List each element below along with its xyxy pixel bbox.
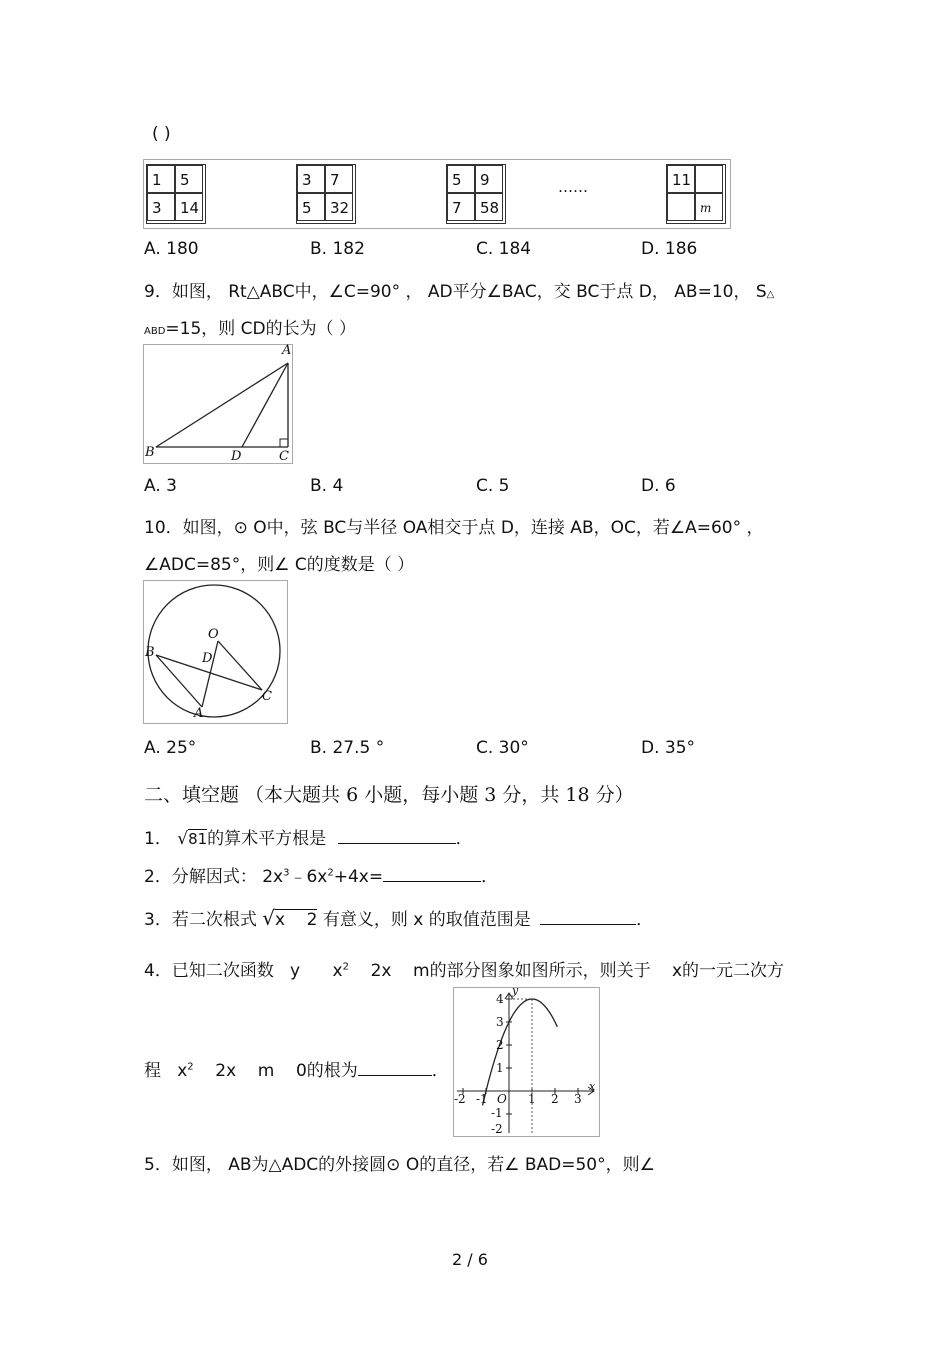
fill-q4-c: 程 x <box>144 1061 188 1081</box>
fill-q2: 2．分解因式： $2x^3﹣6x^2+4x=$ ． <box>144 867 499 887</box>
fill-q1-radicand: 81 <box>188 830 208 848</box>
fill-q1-answer[interactable] <box>338 827 456 844</box>
q8-option-b[interactable]: B. 182 <box>310 239 365 259</box>
q9-line1-text: 9．如图， Rt△ABC中，∠C=90° ， AD平分∠BAC，交 BC于点 D， AB=10， S <box>144 282 767 302</box>
label-d: D <box>202 651 213 666</box>
q9-line2 <box>144 314 356 339</box>
grid-2-tl: 3 <box>297 165 325 193</box>
grid-1-tl: 1 <box>147 165 175 193</box>
ellipsis-dots: …… <box>558 178 588 196</box>
fill-q4-exp: 2 <box>342 961 349 973</box>
fill-q2-exp2: 2 <box>327 867 334 879</box>
fill-q1-num: 1． <box>144 829 172 849</box>
fill-q4-b: 2x m的部分图象如图所示，则关于 <box>348 961 651 981</box>
grid-4 <box>666 164 726 224</box>
fill-q4-line2: 程 $x^2$ 2x m 0的根为 ． <box>144 1061 449 1081</box>
grid-4-bl <box>667 193 695 221</box>
q10-line1: 10．如图，⊙ O中，弦 BC与半径 OA相交于点 D，连接 AB，OC，若∠A=60° ， <box>144 518 764 538</box>
fill-q3-a: 3．若二次根式 <box>144 910 257 930</box>
q9-option-b[interactable]: B. 4 <box>310 476 344 496</box>
parabola-graph <box>453 984 600 1137</box>
grid-3-br: 58 <box>475 193 503 221</box>
fill-q2-c: +4x= <box>333 867 384 887</box>
label-a: A <box>282 343 292 358</box>
fill-q4-line1 <box>144 956 651 981</box>
fill-q4-exp2: 2 <box>187 1061 194 1073</box>
fill-q3-radicand: x 2 <box>274 910 318 930</box>
q10-option-d[interactable]: D. 35° <box>641 738 696 758</box>
q10-circle-figure <box>143 580 288 724</box>
fill-q1-text: 的算术平方根是 <box>207 829 327 849</box>
label-a: A <box>194 706 204 721</box>
origin-label: O <box>497 1092 507 1106</box>
q8-option-a[interactable]: A. 180 <box>144 239 199 259</box>
q9-option-a[interactable]: A. 3 <box>144 476 177 496</box>
fill-q1: 1． √81的算术平方根是 ． <box>144 829 473 849</box>
x-tick-3: 3 <box>574 1092 582 1106</box>
sqrt-icon: √ <box>262 906 275 930</box>
q9-sub-abd: ABD <box>144 326 166 337</box>
grid-4-br: m <box>695 193 723 221</box>
fill-q2-exp1: 3 <box>283 867 290 879</box>
grid-4-tr <box>695 165 723 193</box>
q9-triangle-figure <box>143 344 293 464</box>
grid-3-tl: 5 <box>447 165 475 193</box>
x-tick-1: 1 <box>528 1092 536 1106</box>
q8-option-c[interactable]: C. 184 <box>476 239 532 259</box>
fill-q3-b: 有意义，则 x 的取值范围是 <box>322 910 531 930</box>
label-d: D <box>231 449 242 464</box>
label-c: C <box>279 449 289 464</box>
page-number: 2 / 6 <box>452 1250 488 1269</box>
grid-3-bl: 7 <box>447 193 475 221</box>
sqrt-icon: √ <box>177 829 189 849</box>
y-tick-4: 4 <box>496 992 504 1006</box>
label-c: C <box>262 689 272 704</box>
q8-paren: ( ) <box>152 124 171 144</box>
grid-1 <box>146 164 206 224</box>
y-tick-neg2: -2 <box>491 1122 503 1136</box>
label-o: O <box>208 627 219 642</box>
fill-q3-answer[interactable] <box>540 908 636 925</box>
label-b: B <box>145 445 155 460</box>
grid-2-tr: 7 <box>325 165 353 193</box>
q9-line2-text: =15，则 CD的长为（ ） <box>165 319 357 339</box>
grid-1-br: 14 <box>175 193 203 221</box>
grid-4-tl: 11 <box>667 165 695 193</box>
y-tick-2: 2 <box>496 1038 504 1052</box>
graph-svg <box>454 988 599 1136</box>
y-tick-1: 1 <box>496 1061 504 1075</box>
label-b: B <box>145 645 155 660</box>
grid-2 <box>296 164 356 224</box>
fill-q3: 3．若二次根式 √x 2 有意义，则 x 的取值范围是 ． <box>144 906 654 930</box>
q10-option-a[interactable]: A. 25° <box>144 738 197 758</box>
grid-2-br: 32 <box>325 193 353 221</box>
x-tick-neg2: -2 <box>454 1092 466 1106</box>
y-tick-3: 3 <box>496 1015 504 1029</box>
fill-q4-tail: x的一元二次方 <box>672 961 785 981</box>
q10-line2: ∠ADC=85°，则∠ C的度数是（ ） <box>144 555 415 575</box>
section-heading: 二、填空题 （本大题共 6 小题，每小题 3 分，共 18 分） <box>144 784 634 806</box>
triangle-diagram <box>144 345 292 463</box>
fill-q4-d: 2x m 0的根为 <box>193 1061 358 1081</box>
grid-1-tr: 5 <box>175 165 203 193</box>
q10-option-c[interactable]: C. 30° <box>476 738 529 758</box>
fill-q5: 5．如图， AB为△ADC的外接圆⊙ O的直径，若∠ BAD=50°，则∠ <box>144 1155 655 1175</box>
x-tick-neg1: -1 <box>476 1092 488 1106</box>
grid-3-tr: 9 <box>475 165 503 193</box>
grid-2-bl: 5 <box>297 193 325 221</box>
fill-q2-answer[interactable] <box>383 865 481 882</box>
grid-3 <box>446 164 506 224</box>
q8-option-d[interactable]: D. 186 <box>641 239 698 259</box>
q8-figure <box>143 159 731 229</box>
q9-sub-triangle: △ <box>766 289 775 300</box>
grid-1-bl: 3 <box>147 193 175 221</box>
fill-q2-b: ﹣6x <box>289 867 328 887</box>
q9-option-c[interactable]: C. 5 <box>476 476 510 496</box>
fill-q4-answer[interactable] <box>358 1059 432 1076</box>
y-axis-label: y <box>512 984 519 997</box>
fill-q4-a: 4．已知二次函数 y x <box>144 961 343 981</box>
q9-line1 <box>144 277 774 302</box>
x-tick-2: 2 <box>551 1092 559 1106</box>
x-axis-label: x <box>589 1080 596 1093</box>
y-tick-neg1: -1 <box>491 1106 503 1120</box>
q10-option-b[interactable]: B. 27.5 ° <box>310 738 385 758</box>
q9-option-d[interactable]: D. 6 <box>641 476 676 496</box>
fill-q2-a: 2．分解因式： 2x <box>144 867 284 887</box>
